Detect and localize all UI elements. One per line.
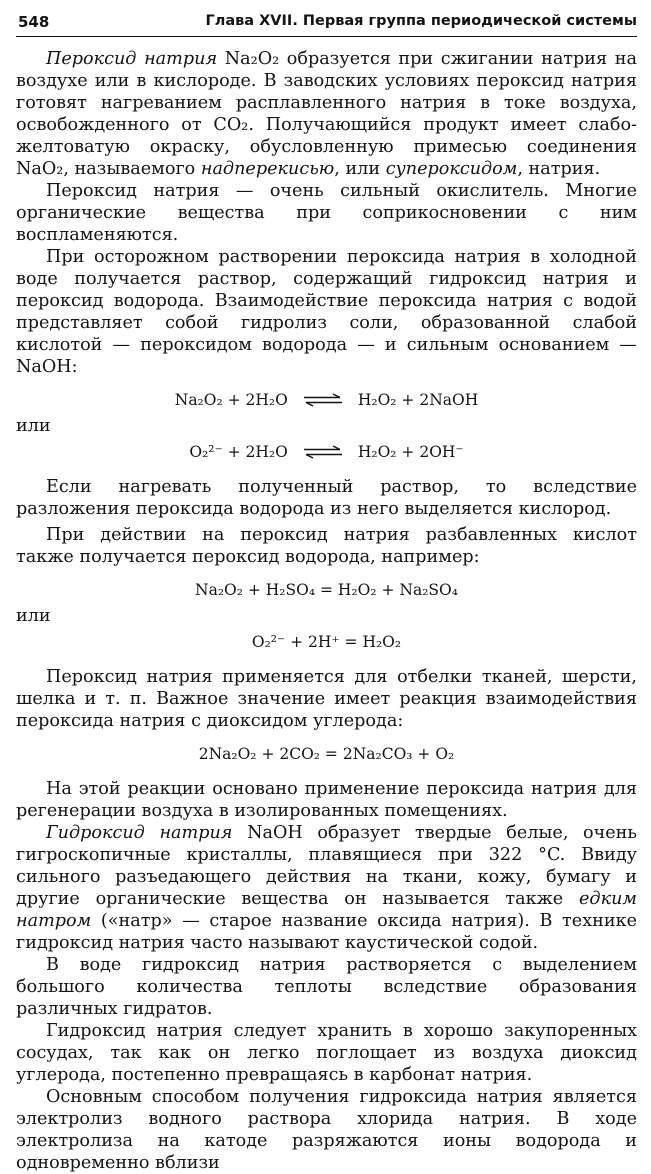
- word-or: или: [16, 416, 51, 436]
- paragraph-electrolysis: Основным способом получения гидроксида натрия является электролиз водного раствора хлорида натрия. В ходе электролиза на катоде разряжаются ионы водорода и одновременно вблизи: [16, 1087, 637, 1173]
- paragraph-hydrolysis: При осторожном растворении пероксида натрия в холодной воде получается раствор, содержащий гидроксид натрия и пероксид водорода. Взаимодействие пероксида натрия с водой представляет собой гидролиз соли, образованной слабой кислотой — пероксидом водорода — и сильным основанием — NaOH:: [16, 247, 637, 377]
- equation-carbon-dioxide: 2Na₂O₂ + 2CO₂ = 2Na₂CO₃ + O₂: [198, 745, 455, 763]
- page-body: [16, 48, 637, 1174]
- term-nadperekis: надперекисью: [200, 159, 335, 179]
- paragraph-text: , или: [334, 159, 386, 179]
- equation-right: H₂O₂ + 2NaOH: [357, 391, 479, 409]
- paragraph-text: , натрия.: [517, 159, 601, 179]
- equilibrium-arrow-icon: [302, 393, 344, 407]
- paragraph-oxidizer: Пероксид натрия — очень сильный окислитель. Многие органические вещества при соприкосновении с ним воспламеняются.: [16, 181, 637, 245]
- equation-ionic-hydrolysis: [16, 436, 637, 468]
- equation-sulfuric-acid: Na₂O₂ + H₂SO₄ = H₂O₂ + Na₂SO₄: [195, 581, 458, 599]
- term-sodium-peroxide: Пероксид натрия: [46, 49, 218, 69]
- paragraph-bleaching: Пероксид натрия применяется для отбелки тканей, шерсти, шелка и т. п. Важное значение имеет реакция взаимодействия пероксида натрия с диоксидом углерода:: [16, 667, 637, 731]
- paragraph-sodium-hydroxide: [16, 822, 637, 954]
- paragraph-text: Na₂O₂ образуется при сжигании натрия на воздухе или в кислороде. В заводских условиях пероксид натрия готовят нагреванием расплавленного натрия в токе воздуха, освобожденного от CO₂. Получающийся продукт имеет слабо-желтоватую окраску, обусловленную примесью соединения NaO₂, называемого: [16, 49, 637, 179]
- paragraph-storage: Гидроксид натрия следует хранить в хорошо закупоренных сосудах, так как он легко поглощает из воздуха диоксид углерода, постепенно превращаясь в карбонат натрия.: [16, 1021, 637, 1085]
- paragraph-air-regeneration: На этой реакции основано применение пероксида натрия для регенерации воздуха в изолированных помещениях.: [16, 779, 637, 821]
- term-superoxide: супероксидом: [385, 159, 518, 179]
- term-sodium-hydroxide: Гидроксид натрия: [46, 823, 233, 843]
- word-or: или: [16, 606, 51, 626]
- equation-left: O₂²⁻ + 2H₂O: [189, 443, 288, 461]
- page-number: 548: [18, 13, 50, 31]
- equilibrium-arrow-icon: [302, 445, 344, 459]
- equation-hydrolysis: [16, 384, 637, 416]
- equation-ionic-acid: O₂²⁻ + 2H⁺ = H₂O₂: [251, 633, 402, 651]
- running-title: Глава XVII. Первая группа периодической системы: [205, 13, 637, 29]
- term-caustic-soda: едким натром: [16, 889, 637, 931]
- paragraph-decomposition: Если нагревать полученный раствор, то вследствие разложения пероксида водорода из него выделяется кислород.: [16, 477, 637, 519]
- equation-left: Na₂O₂ + 2H₂O: [174, 391, 288, 409]
- paragraph-acids: При действии на пероксид натрия разбавленных кислот также получается пероксид водорода, например:: [16, 525, 637, 567]
- paragraph-dissolution: В воде гидроксид натрия растворяется с выделением большого количества теплоты вследствие образования различных гидратов.: [16, 955, 637, 1019]
- page-header: [16, 6, 637, 37]
- paragraph-text: («натр» — старое название оксида натрия). В технике гидроксид натрия часто называют каустической содой.: [16, 911, 637, 953]
- paragraph-sodium-peroxide: [16, 48, 637, 180]
- paragraph-text: NaOH образует твердые белые, очень гигроскопичные кристаллы, плавящиеся при 322 °C. Ввиду сильного разъедающего действия на ткани, кожу, бумагу и другие органические вещества он называется также: [16, 823, 637, 909]
- equation-right: H₂O₂ + 2OH⁻: [357, 443, 464, 461]
